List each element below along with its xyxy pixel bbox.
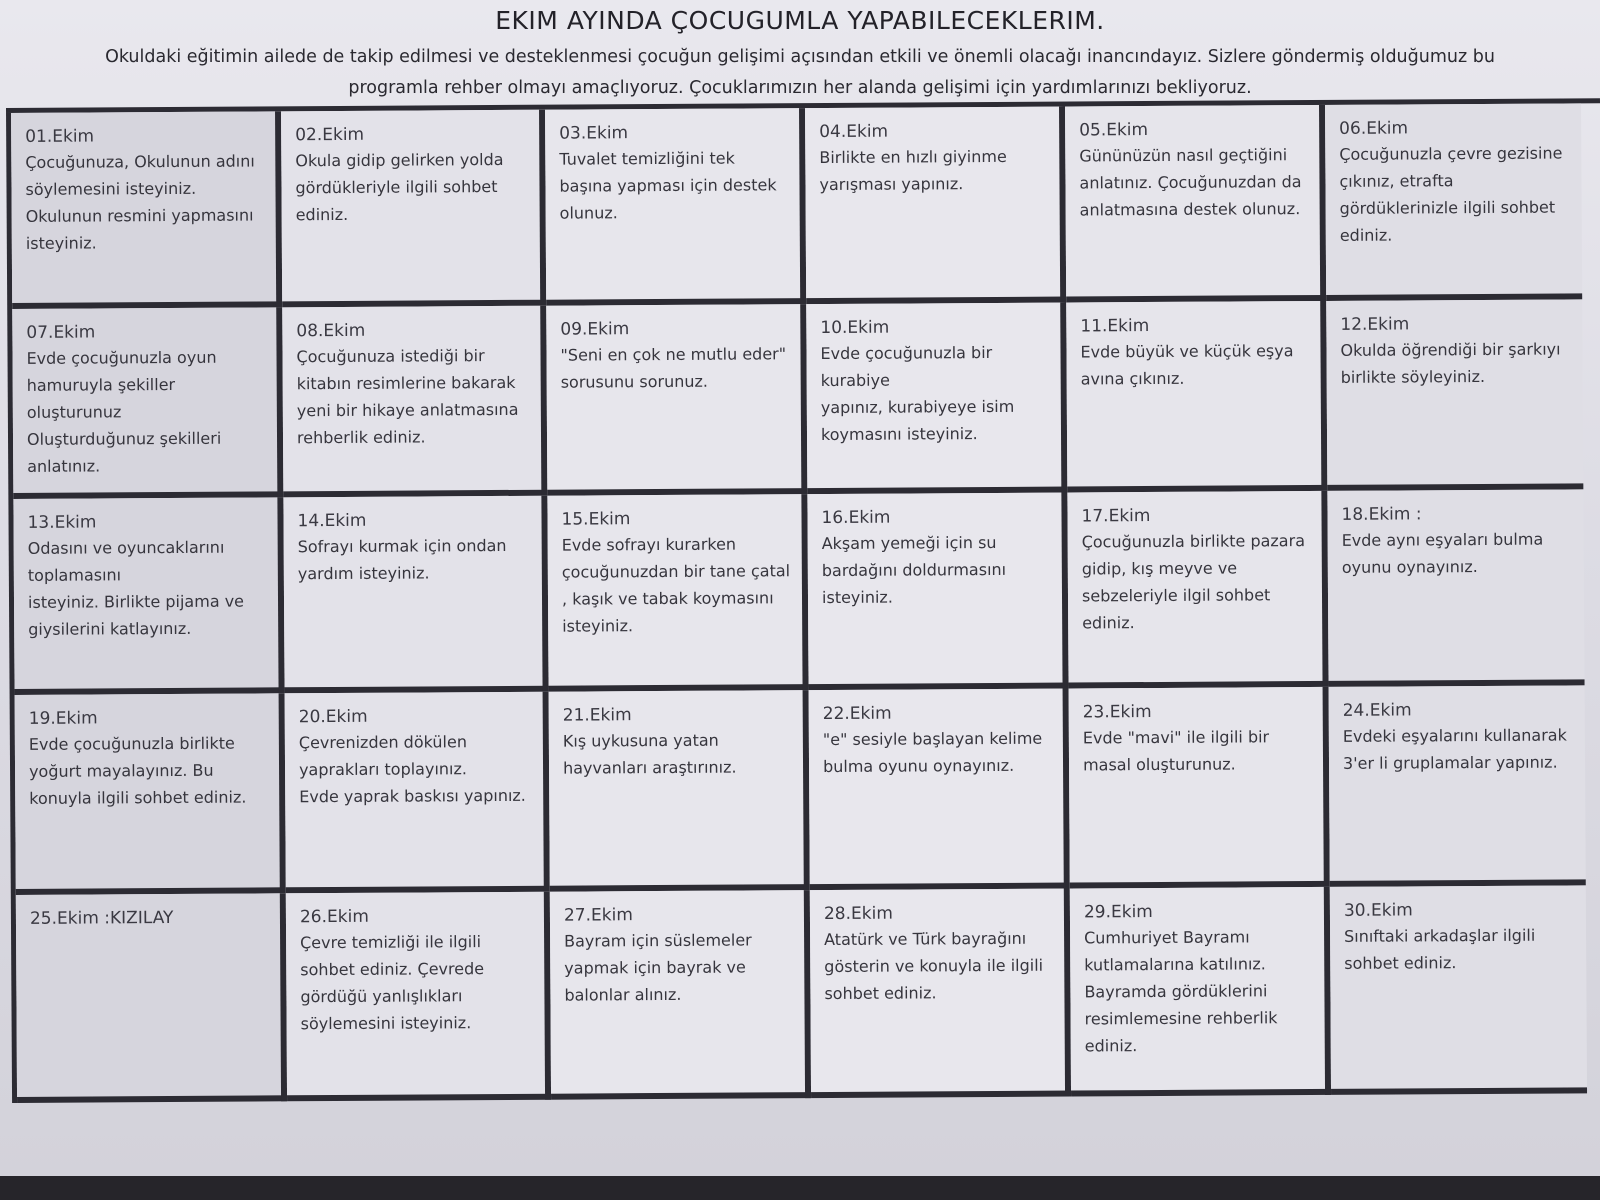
day-date: 24.Ekim bbox=[1342, 700, 1412, 721]
day-activity: Evde çocuğunuzla oyun hamuruyla şekiller oluşturunuz Oluşturduğunuz şekilleri anlatınız. bbox=[26, 347, 222, 476]
page-title: EKIM AYINDA ÇOCUGUMLA YAPABILECEKLERIM. bbox=[495, 6, 1105, 35]
day-date: 19.Ekim bbox=[28, 708, 98, 729]
day-activity: Evde aynı eşyaları bulma oyunu oynayınız. bbox=[1341, 529, 1544, 577]
day-date: 11.Ekim bbox=[1080, 316, 1150, 337]
day-date: 04.Ekim bbox=[819, 121, 889, 143]
day-date: 18.Ekim : bbox=[1341, 504, 1422, 525]
day-activity: Sofrayı kurmak için ondan yardım isteyiniz. bbox=[297, 535, 507, 584]
day-date: 03.Ekim bbox=[559, 123, 629, 144]
day-date: 09.Ekim bbox=[560, 319, 630, 340]
day-date: 06.Ekim bbox=[1339, 118, 1409, 139]
day-cell bbox=[1326, 299, 1583, 491]
day-cell bbox=[12, 307, 283, 499]
day-cell bbox=[16, 893, 287, 1103]
day-cell bbox=[1329, 685, 1586, 887]
day-activity: Evde çocuğunuzla bir kurabiye yapınız, kurabiyeye isim koymasını isteyiniz. bbox=[820, 342, 1015, 445]
day-cell bbox=[13, 497, 284, 695]
day-activity: Birlikte en hızlı giyinme yarışması yapınız. bbox=[819, 146, 1007, 195]
day-cell bbox=[806, 303, 1067, 495]
day-cell bbox=[809, 689, 1070, 891]
day-activity: Evde "mavi" ile ilgili bir masal oluşturunuz. bbox=[1082, 727, 1270, 775]
day-activity: Gününüzün nasıl geçtiğini anlatınız. Çocuğunuzdan da anlatmasına destek olunuz. bbox=[1079, 145, 1302, 220]
day-cell bbox=[1069, 687, 1330, 889]
calendar-table bbox=[6, 98, 1600, 1128]
day-date: 29.Ekim bbox=[1083, 902, 1153, 923]
day-activity: Evde büyük ve küçük eşya avına çıkınız. bbox=[1080, 341, 1294, 389]
day-cell bbox=[1330, 885, 1587, 1095]
day-activity: Çocuğunuzla birlikte pazara gidip, kış meyve ve sebzeleriyle ilgil sohbet ediniz. bbox=[1081, 531, 1306, 633]
day-cell bbox=[283, 496, 548, 694]
day-activity: Bayram için süslemeler yapmak için bayrak ve balonlar alınız. bbox=[564, 930, 752, 1005]
day-activity: Çevre temizliği ile ilgili sohbet ediniz. Çevrede gördüğü yanlışlıkları söylemesini isteyiniz. bbox=[300, 932, 485, 1034]
day-date: 22.Ekim bbox=[822, 703, 892, 725]
day-date: 05.Ekim bbox=[1079, 120, 1149, 141]
day-cell bbox=[810, 889, 1071, 1099]
day-date: 10.Ekim bbox=[820, 317, 890, 339]
day-cell bbox=[1070, 887, 1331, 1097]
background-surface bbox=[0, 1176, 1600, 1200]
day-cell bbox=[281, 110, 546, 308]
day-date: 01.Ekim bbox=[25, 126, 95, 147]
day-date: 14.Ekim bbox=[297, 510, 367, 532]
day-activity: Çocuğunuzla çevre gezisine çıkınız, etrafta gördüklerinizle ilgili sohbet ediniz. bbox=[1339, 143, 1563, 245]
day-cell bbox=[805, 107, 1066, 305]
day-activity: Atatürk ve Türk bayrağını gösterin ve konuyla ile ilgili sohbet ediniz. bbox=[824, 928, 1044, 1004]
day-activity: Tuvalet temizliğini tek başına yapması için destek olunuz. bbox=[559, 148, 777, 223]
day-activity: Cumhuriyet Bayramı kutlamalarına katılınız. Bayramda gördüklerini resimlemesine rehberlik ediniz. bbox=[1084, 927, 1278, 1056]
day-cell bbox=[285, 692, 550, 894]
day-cell bbox=[807, 493, 1068, 691]
day-date: 30.Ekim bbox=[1343, 900, 1413, 921]
day-cell bbox=[549, 690, 810, 892]
day-cell bbox=[545, 108, 806, 306]
day-activity: Okulda öğrendiği bir şarkıyı birlikte söyleyiniz. bbox=[1340, 339, 1561, 387]
day-cell bbox=[1325, 103, 1582, 301]
day-date: 15.Ekim bbox=[561, 509, 631, 530]
day-activity: "Seni en çok ne mutlu eder" sorusunu sorunuz. bbox=[560, 344, 787, 392]
day-date: 26.Ekim bbox=[299, 906, 369, 928]
day-date: 02.Ekim bbox=[295, 124, 365, 146]
day-activity: Kış uykusuna yatan hayvanları araştırınız. bbox=[562, 730, 737, 778]
day-activity: Çocuğunuza, Okulunun adını söylemesini isteyiniz. Okulunun resmini yapmasını isteyiniz. bbox=[25, 151, 255, 253]
day-cell bbox=[547, 494, 808, 692]
day-date: 21.Ekim bbox=[562, 705, 632, 726]
day-activity: "e" sesiyle başlayan kelime bulma oyunu oynayınız. bbox=[822, 728, 1043, 777]
day-cell bbox=[546, 304, 807, 496]
day-activity: Okula gidip gelirken yolda gördükleriyle ilgili sohbet ediniz. bbox=[295, 149, 504, 225]
day-cell bbox=[15, 693, 286, 895]
day-date: 28.Ekim bbox=[823, 903, 893, 925]
day-cell bbox=[282, 306, 547, 498]
day-date: 13.Ekim bbox=[27, 512, 97, 533]
day-cell bbox=[1066, 301, 1327, 493]
day-activity: Sınıftaki arkadaşlar ilgili sohbet ediniz. bbox=[1344, 925, 1536, 973]
day-date: 23.Ekim bbox=[1082, 702, 1152, 723]
day-date: 08.Ekim bbox=[296, 320, 366, 342]
day-date: 16.Ekim bbox=[821, 507, 891, 529]
day-cell bbox=[1067, 491, 1328, 689]
day-date: 25.Ekim :KIZILAY bbox=[29, 907, 174, 929]
calendar-grid bbox=[6, 103, 1600, 1103]
day-cell bbox=[550, 890, 811, 1100]
day-activity: Evde çocuğunuzla birlikte yoğurt mayalayınız. Bu konuyla ilgili sohbet ediniz. bbox=[28, 733, 247, 808]
intro-paragraph: Okuldaki eğitimin ailede de takip edilmesi ve desteklenmesi çocuğun gelişimi açısından etkili ve önemli olacağı inancındayız. Sizlere göndermiş olduğumuz bu programla rehber olmayı amaçlıyoruz. Çocuklarımızın her alanda gelişimi için yardımlarınızı bekliyoruz. bbox=[105, 47, 1495, 98]
day-cell bbox=[1065, 105, 1326, 303]
day-date: 12.Ekim bbox=[1340, 314, 1410, 335]
day-cell bbox=[11, 111, 282, 309]
day-cell bbox=[1327, 489, 1584, 687]
day-activity: Çocuğunuza istediği bir kitabın resimlerine bakarak yeni bir hikaye anlatmasına rehberlik ediniz. bbox=[296, 346, 519, 448]
day-activity: Çevrenizden dökülen yaprakları toplayınız. Evde yaprak baskısı yapınız. bbox=[298, 732, 526, 807]
day-cell bbox=[286, 892, 551, 1102]
day-activity: Odasını ve oyuncaklarını toplamasını isteyiniz. Birlikte pijama ve giysilerini katlayınız. bbox=[27, 537, 245, 639]
day-date: 07.Ekim bbox=[26, 322, 96, 343]
day-date: 27.Ekim bbox=[563, 905, 633, 926]
day-date: 17.Ekim bbox=[1081, 506, 1151, 527]
day-activity: Evde sofrayı kurarken çocuğunuzdan bir tane çatal , kaşık ve tabak koymasını isteyiniz. bbox=[561, 534, 791, 636]
day-date: 20.Ekim bbox=[298, 706, 368, 728]
day-activity: Akşam yemeği için su bardağını doldurmasını isteyiniz. bbox=[821, 532, 1007, 608]
day-activity: Evdeki eşyalarını kullanarak 3'er li gruplamalar yapınız. bbox=[1342, 725, 1567, 773]
